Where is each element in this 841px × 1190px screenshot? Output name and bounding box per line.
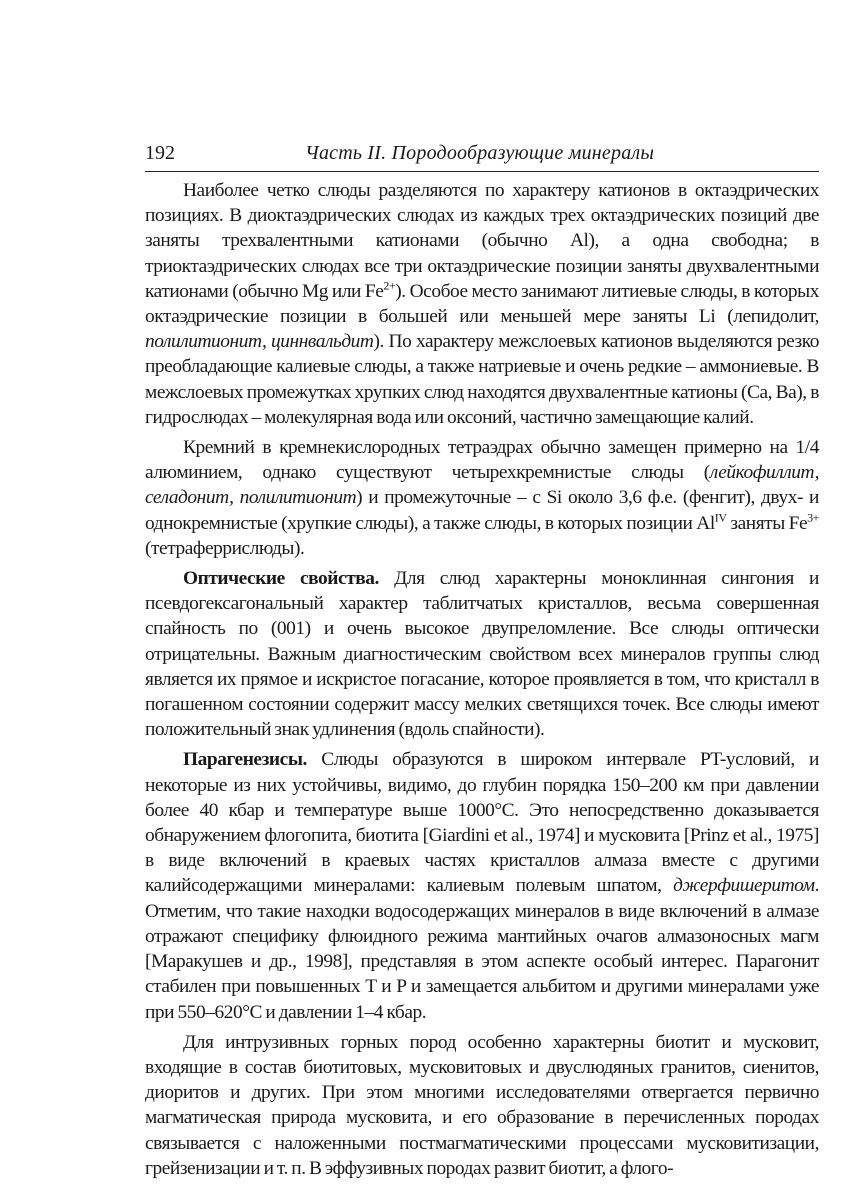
text-run: Слюды образуются в широком интервале PT-условий, и некоторые из них устойчивы, видимо, до глубин порядка 150–200 км при давлении более 40 кбар и температуре выше 1000°C. Это непосредственно доказывается обнаружением флогопита, биотита [Giardini et al., 1974] и мусковита [Prinz et al., 1975] в виде включений в краевых частях кристаллов алмаза вместе с другими калийсодержащими минералами: калиевым полевым шпатом, [145,749,819,897]
text-run: Кремний в кремнекислородных тетраэдрах обычно замещен примерно на 1/4 алюминием, однако существуют четырехкремнистые слюды ( [145,437,819,484]
paragraph-p3 [145,566,819,742]
running-title: Часть II. Породообразующие минералы [305,142,655,164]
page-header [145,142,821,172]
italic-term: джерфишеритом [673,875,815,897]
text-run: Для интрузивных горных пород особенно характерны биотит и мусковит, входящие в состав биотитовых, мусковитовых и двуслюдяных гранитов, сиенитов, диоритов и других. При этом многими исследователями отвергается первично магматическая природа мусковита, и его образование в перечисленных породах связывается с наложенными постмагматическими процессами мусковитизации, грейзенизации и т. п. В эффузивных породах развит биотит, а флого- [145,1031,819,1179]
text-run: Наиболее четко слюды разделяются по характеру катионов в октаэдрических позициях. В диоктаэдрических слюдах из каждых трех октаэдрических позиций две заняты трехвалентными катионами (обычно Al), а одна свободна; в триоктаэдрических слюдах все три октаэдрические позиции заняты двухвалентными катионами (обычно Mg или Fe [145,180,819,302]
italic-term: лейкофиллит, селадонит, полилитионит [145,462,819,509]
paragraph-p4 [145,747,819,1024]
paragraph-p1 [145,178,819,430]
text-run: . Отметим, что такие находки водосодержащих минералов в виде включений в алмазе отражают специфику флюидного режима мантийных очагов алмазоносных магм [Маракушев и др., 1998], представляя в этом аспекте особый интерес. Парагонит стабилен при повышенных T и P и замещается альбитом и другими минералами уже при 550–620°C и давлении 1–4 кбар. [145,875,819,1023]
text-run: Для слюд характерны моноклинная сингония и псевдогексагональный характер таблитчатых кристаллов, весьма совершенная спайность по (001) и очень высокое двупреломление. Все слюды оптически отрицательны. Важным диагностическим свойством всех минералов группы слюд является их прямое и искристое погасание, которое проявляется в том, что кристалл в погашенном состоянии содержит массу мелких светящихся точек. Все слюды имеют положительный знак удлинения (вдоль спайности). [145,568,819,741]
page-number: 192 [145,142,175,164]
text-run: ). По характеру межслоевых катионов выделяются резко преобладающие калиевые слюды, а также натриевые и очень редкие – аммониевые. В межслоевых промежутках хрупких слюд находятся двухвалентные катионы (Ca, Ba), в гидрослюдах – молекулярная вода или оксоний, частично замещающие калий. [145,331,819,428]
body-text [145,178,819,1181]
paragraph-p2 [145,435,819,561]
superscript: IV [714,510,727,525]
superscript: 3+ [807,510,819,525]
superscript: 2+ [383,278,396,293]
section-lead-heading: Оптические свойства. [183,568,379,590]
text-run: ) и промежуточные – с Si около 3,6 ф.е. (фенгит), двух- и однокремнистые (хрупкие слюды), а также слюды, в которых позиции Al [145,487,819,534]
text-run: заняты Fe [726,512,808,534]
text-run: ). Особое место занимают литиевые слюды, в которых октаэдрические позиции в большей или меньшей мере заняты Li (лепидолит, [145,280,819,328]
header-rule [145,171,819,172]
paragraph-p5 [145,1030,819,1181]
section-lead-heading: Парагенезисы. [183,749,307,771]
text-run: (тетраферрислюды). [145,537,305,559]
italic-term: полилитионит, циннвальдит [145,331,374,353]
